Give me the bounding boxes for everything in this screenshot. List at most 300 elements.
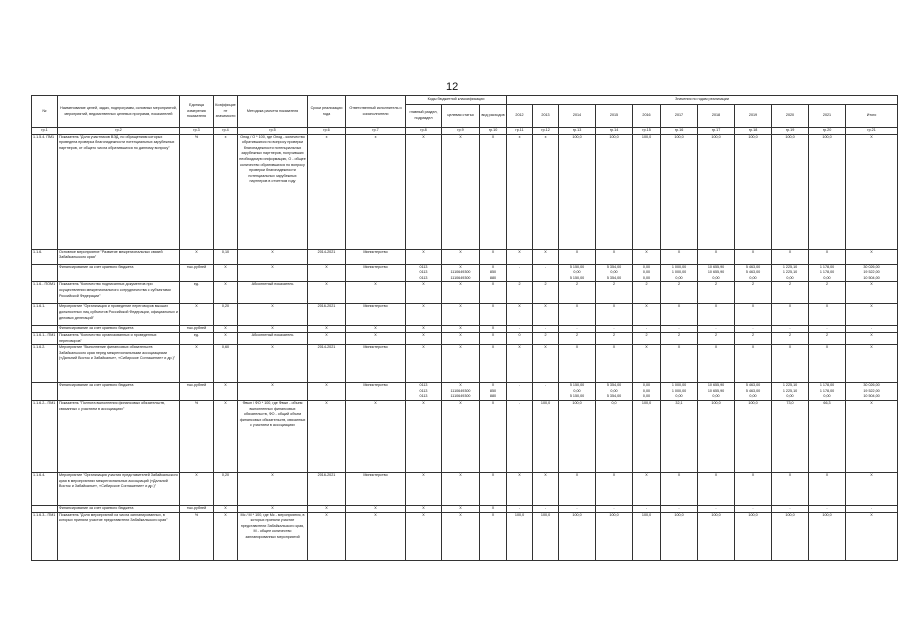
row-year-value: Х [507,249,533,264]
row-year-value: - [661,505,698,512]
row-year-value: 2 [633,332,661,344]
row-year-value: Х [633,472,661,505]
row-year-value: 100,0 [772,512,809,560]
row-total-value: Х [846,512,898,560]
row-year-value: - [698,326,735,333]
row-number: 1.1.6.2.- ПМ1 [32,400,58,472]
header-num: № [32,96,58,128]
row-name: Финансирование за счет краевого бюджета [58,383,180,401]
row-year-value: 5 150,00 0,00 5 150,00 [559,383,596,401]
row-bk-section: 0113 0113 0113 [406,383,442,401]
row-year-value: - [507,383,533,401]
row-total-value: Х [846,134,898,249]
row-bk-article: Х 1110649300 1110649300 [442,264,480,282]
row-bk-article: Х [442,249,480,264]
row-year-value: 100,0 [559,134,596,249]
row-coef: Х [214,512,238,560]
row-bk-article: Х 1110649300 1110649300 [442,383,480,401]
row-year-value: 2 [507,282,533,304]
row-coef: Х [214,332,238,344]
row-year-value: 2 [559,332,596,344]
row-bk-expense: Х [480,472,507,505]
row-number [32,383,58,401]
row-term: 2016-2021 [308,472,346,505]
row-unit: Х [180,472,214,505]
row-year-value: - [633,505,661,512]
row-term: Х [308,400,346,472]
row-executor: х [346,134,406,249]
row-year-value: 2 [533,282,559,304]
header-coef: Коэффициент значимости [214,96,238,128]
row-executor: Х [346,505,406,512]
table-row [32,505,898,512]
row-bk-article: Х [442,472,480,505]
row-year-value: 100,0 [559,512,596,560]
row-year-value: Х [533,345,559,383]
row-bk-article: Х [442,282,480,304]
row-unit: ед. [180,282,214,304]
row-year-value: 100,0 [735,512,772,560]
header-year: 2015 [596,105,633,128]
row-year-value: 5 354,00 0,00 5 354,00 [596,383,633,401]
row-name: Финансирование за счет краевого бюджета [58,505,180,512]
column-number: гр.12 [533,128,559,135]
header-year: 2019 [735,105,772,128]
row-number [32,505,58,512]
table-row [32,345,898,383]
row-executor: Министерство [346,249,406,264]
row-unit: тыс.рублей [180,383,214,401]
row-bk-expense: Х [480,282,507,304]
row-method: Х [238,472,308,505]
row-year-value: - [735,505,772,512]
row-year-value: Х [533,472,559,505]
row-year-value: - [735,326,772,333]
row-year-value: Х [809,472,846,505]
header-year: 2017 [661,105,698,128]
row-coef: 0,60 [214,345,238,383]
row-year-value: 2 [559,282,596,304]
row-year-value: 2 [661,282,698,304]
row-year-value: - [772,326,809,333]
row-bk-article: Х [442,512,480,560]
row-year-value: - [596,505,633,512]
row-unit: % [180,134,214,249]
row-year-value: 2 [596,282,633,304]
row-bk-expense: Х [480,304,507,326]
row-year-value: - [559,326,596,333]
table-row [32,332,898,344]
row-unit: тыс.рублей [180,264,214,282]
column-number: гр.9 [442,128,480,135]
column-number: гр.6 [308,128,346,135]
row-term: 2014-2021 [308,345,346,383]
row-year-value: х [533,134,559,249]
row-executor: Х [346,332,406,344]
row-year-value: 2 [735,282,772,304]
row-year-value: 5 354,00 0,00 5 354,00 [596,264,633,282]
table-row [32,249,898,264]
row-number: 1.1.6. [32,249,58,264]
row-name: Основное мероприятие "Развитие межрегиональных связей Забайкальского края" [58,249,180,264]
column-number: гр.20 [809,128,846,135]
row-year-value: Х [772,472,809,505]
row-year-value: Х [661,304,698,326]
row-year-value: Х [633,345,661,383]
row-unit: Х [180,249,214,264]
row-year-value: Х [735,472,772,505]
row-name: Мероприятие "Выполнение финансовых обязательств Забайкальского края перед межрегиональными ассоциациями («Дальний Восток и Забайкалье», «Сибирское Соглашение» и др.)" [58,345,180,383]
row-coef: Х [214,400,238,472]
column-number: гр.3 [180,128,214,135]
row-unit: тыс.рублей [180,326,214,333]
row-bk-section: Х [406,512,442,560]
row-year-value: 2 [735,332,772,344]
row-name: Показатель "Количество подписанных документов при осуществлении межрегионального сотрудничества с субъектами Российской Федерации" [58,282,180,304]
row-term: х [308,134,346,249]
row-coef: 0,20 [214,304,238,326]
row-year-value: 2 [772,332,809,344]
row-year-value: Х [596,345,633,383]
row-year-value: 2 [698,332,735,344]
row-year-value: Х [633,249,661,264]
row-year-value: Х [809,304,846,326]
row-year-value: 100,0 [596,134,633,249]
row-year-value: Х [735,249,772,264]
row-executor: Х [346,512,406,560]
row-bk-section: Х [406,505,442,512]
row-total-value: 30 026,00 19 522,00 10 504,00 [846,264,898,282]
row-method: Мс / М * 100, где Мс - мероприятия, в которых приняли участие представители Забайкальского края, М - общее количество запланированных мероприятий [238,512,308,560]
row-year-value: Х [772,249,809,264]
row-year-value: Х [507,345,533,383]
row-term: Х [308,383,346,401]
row-executor: Министерство [346,264,406,282]
page-number: 12 [446,81,459,93]
row-bk-expense: Х 850 880 [480,383,507,401]
row-total-value: 30 026,00 19 522,00 10 504,00 [846,383,898,401]
row-bk-section: Х [406,249,442,264]
row-year-value: 1 178,00 1 178,00 0,00 [809,264,846,282]
row-year-value: Х [559,472,596,505]
row-year-value: 100,0 [698,512,735,560]
row-year-value: 1 225,10 1 225,10 0,00 [772,264,809,282]
row-year-value: - [772,505,809,512]
row-coef: 0,10 [214,249,238,264]
row-term: Х [308,512,346,560]
row-year-value: Х [507,304,533,326]
row-year-value: 2 [809,282,846,304]
row-year-value: 5 463,00 5 463,00 0,00 [735,264,772,282]
row-year-value: 1 000,00 1 000,00 0,00 [661,383,698,401]
row-total-value: Х [846,249,898,264]
row-number: 1.1.6.4. [32,472,58,505]
table-row [32,326,898,333]
row-bk-article: Х [442,134,480,249]
column-number: гр.15 [633,128,661,135]
row-method: Абсолютный показатель [238,332,308,344]
row-executor: Х [346,326,406,333]
header-year: 2012 [507,105,533,128]
row-name: Показатель "Полнота выполнения финансовых обязательств, связанных с участием в ассоциациях" [58,400,180,472]
header-year: 2021 [809,105,846,128]
row-unit: % [180,400,214,472]
header-executor: Ответственный исполнитель и соисполнители [346,96,406,128]
row-method: Х [238,326,308,333]
row-year-value: 2 [596,332,633,344]
row-year-value: 100,0 [661,134,698,249]
header-year: 2018 [698,105,735,128]
row-year-value: 32,1 [661,400,698,472]
row-year-value: Х [698,472,735,505]
row-year-value: 2 [772,282,809,304]
row-term: 2016-2021 [308,304,346,326]
row-executor: Х [346,282,406,304]
row-number [32,264,58,282]
row-year-value: Х [735,345,772,383]
row-year-value: - [698,505,735,512]
column-number: гр.4 [214,128,238,135]
row-term: Х [308,505,346,512]
row-name: Мероприятие "Организация и проведение переговоров высших должностных лиц субъектов Российской Федерации, официальных и деловых делегаций" [58,304,180,326]
row-year-value: - [533,264,559,282]
row-year-value: 100,0 [772,134,809,249]
row-year-value: 0,00 0,00 0,00 [633,383,661,401]
row-year-value: - [661,326,698,333]
row-year-value: 100,0 [559,400,596,472]
row-total-value: Х [846,304,898,326]
row-executor: Министерство [346,345,406,383]
row-bk-expense: Х [480,134,507,249]
row-year-value: Х [559,345,596,383]
row-bk-expense: Х [480,400,507,472]
row-bk-expense: Х [480,345,507,383]
row-year-value: 66,3 [809,400,846,472]
row-method: Х [238,249,308,264]
row-year-value: Х [596,472,633,505]
column-number: гр.7 [346,128,406,135]
row-bk-section: Х [406,134,442,249]
column-number: гр.14 [596,128,633,135]
header-budget-codes: Коды бюджетной классификации [406,96,507,105]
row-total-value: Х [846,400,898,472]
row-method: Х [238,345,308,383]
row-total-value: Х [846,345,898,383]
row-year-value: Х [735,304,772,326]
row-bk-expense: Х [480,505,507,512]
row-name: Показатель "Доля мероприятий из числа запланированных, в которых приняли участие представители Забайкальского края" [58,512,180,560]
row-bk-article: Х [442,326,480,333]
row-year-value: 100,0 [809,512,846,560]
row-bk-article: Х [442,505,480,512]
row-year-value: Х [533,249,559,264]
header-name: Наименование целей, задач, подпрограмм, основных мероприятий, мероприятий, ведомственных целевых программ, показателей [58,96,180,128]
row-year-value: 2 [533,332,559,344]
row-year-value: Х [507,472,533,505]
column-number: гр.10 [480,128,507,135]
row-method: Х [238,304,308,326]
row-year-value: - [809,505,846,512]
row-bk-section: Х [406,282,442,304]
row-method: Абсолютный показатель [238,282,308,304]
column-number-row [32,128,898,135]
row-name: Финансирование за счет краевого бюджета [58,264,180,282]
row-method: Х [238,383,308,401]
row-number: 1.1.5.4. ПМ1 [32,134,58,249]
header-bk-expense: вид расходов [480,105,507,128]
row-year-value: 100,0 [735,134,772,249]
row-coef: х [214,134,238,249]
header-term: Сроки реализации года [308,96,346,128]
row-year-value: 10 655,90 10 655,90 0,00 [698,383,735,401]
row-total-value: Х [846,282,898,304]
row-total-value: - [846,326,898,333]
row-year-value: 0,00 0,00 0,00 [633,264,661,282]
row-number: 1.1.6.- ПОМ1 [32,282,58,304]
row-name: Показатель "Доля участников ВЭД, по обращениям которых проведена проверка благонадежности потенциальных зарубежных партнеров, от общего числа обратившихся по данному вопросу" [58,134,180,249]
row-year-value: Х [772,304,809,326]
program-indicators-table [31,95,898,561]
row-year-value: Х [633,304,661,326]
row-bk-section: Х [406,304,442,326]
row-year-value: - [533,326,559,333]
row-year-value: 1 178,00 1 178,00 0,00 [809,383,846,401]
row-year-value: 0 [507,332,533,344]
row-bk-section: Х [406,345,442,383]
row-year-value: - [533,383,559,401]
row-year-value: 73,0 [772,400,809,472]
row-unit: ед. [180,332,214,344]
column-number: гр.19 [772,128,809,135]
row-year-value: Х [559,304,596,326]
column-number: гр.2 [58,128,180,135]
column-number: гр.8 [406,128,442,135]
row-bk-article: Х [442,345,480,383]
row-bk-article: Х [442,304,480,326]
row-year-value: Х [596,249,633,264]
column-number: гр.11 [507,128,533,135]
table-row [32,512,898,560]
row-year-value: 100,0 [533,400,559,472]
row-year-value: 100,0 [596,512,633,560]
row-year-value: 100,0 [533,512,559,560]
column-number: гр.13 [559,128,596,135]
row-coef: Х [214,326,238,333]
row-year-value: 5 150,00 0,00 5 150,00 [559,264,596,282]
row-year-value: 100,0 [633,512,661,560]
row-bk-expense: Х [480,332,507,344]
header-total: Итого [846,105,898,128]
row-name: Показатель "Количество организованных и проведенных переговоров" [58,332,180,344]
column-number: гр.1 [32,128,58,135]
row-year-value: - [507,400,533,472]
row-year-value: 5 463,00 5 463,00 0,00 [735,383,772,401]
row-executor: Министерство [346,304,406,326]
row-year-value: - [633,326,661,333]
row-year-value: Х [596,304,633,326]
row-year-value: 100,0 [735,400,772,472]
row-year-value: Х [772,345,809,383]
row-bk-expense: Х [480,512,507,560]
row-bk-section: Х [406,332,442,344]
row-method: Х [238,505,308,512]
row-term: Х [308,326,346,333]
row-year-value: 100,0 [633,134,661,249]
row-bk-section: Х [406,400,442,472]
row-term: 2014-2021 [308,249,346,264]
column-number: гр.18 [735,128,772,135]
row-year-value: х [507,134,533,249]
row-year-value: 100,0 [633,400,661,472]
table-row [32,472,898,505]
row-coef: Х [214,282,238,304]
row-total-value: - [846,505,898,512]
row-bk-expense: Х [480,249,507,264]
row-year-value: Х [698,304,735,326]
row-bk-article: Х [442,332,480,344]
row-bk-section: Х [406,472,442,505]
row-method: Х [238,264,308,282]
row-year-value: 100,0 [507,512,533,560]
header-values-by-year: Значения по годам реализации [507,96,898,105]
row-method: Фвып / ФО * 100, где Фвып - объем выполненных финансовых обязательств, ФО - общий объем финансовых обязательств, связанных с участием в ассоциациях [238,400,308,472]
row-year-value: 1 000,00 1 000,00 0,00 [661,264,698,282]
column-number: гр.5 [238,128,308,135]
row-total-value: Х [846,472,898,505]
row-year-value: - [559,505,596,512]
row-year-value: Х [661,345,698,383]
row-unit: Х [180,304,214,326]
row-bk-section: Х [406,326,442,333]
column-number: гр.21 [846,128,898,135]
row-number: 1.1.6.1.- ПМ1 [32,332,58,344]
row-name: Финансирование за счет краевого бюджета [58,326,180,333]
column-number: гр.16 [661,128,698,135]
row-year-value: - [507,326,533,333]
header-unit: Единица измерения показателя [180,96,214,128]
header-bk-article: целевая статья [442,105,480,128]
row-year-value: Х [809,249,846,264]
row-year-value: - [507,505,533,512]
table-row [32,282,898,304]
table-row [32,400,898,472]
row-year-value: Х [559,249,596,264]
row-year-value: 2 [698,282,735,304]
row-year-value: 100,0 [698,134,735,249]
row-coef: Х [214,505,238,512]
row-year-value: 2 [809,332,846,344]
row-bk-article: Х [442,400,480,472]
row-year-value: Х [661,249,698,264]
row-bk-expense: Х [480,326,507,333]
row-coef: 0,20 [214,472,238,505]
header-bk-section: главный раздел, подраздел [406,105,442,128]
row-unit: % [180,512,214,560]
header-year: 2013 [533,105,559,128]
header-year: 2020 [772,105,809,128]
row-bk-section: 0113 0113 0113 [406,264,442,282]
row-year-value: 1 225,10 1 225,10 0,00 [772,383,809,401]
header-year: 2016 [633,105,661,128]
table-row [32,383,898,401]
row-year-value: 2 [633,282,661,304]
row-coef: Х [214,383,238,401]
row-method: Опод / О * 100, где Опод - количество обратившихся по вопросу проверки благонадежности потенциальных зарубежных партнеров, получивших необходимую информацию, О - общее количество обратившихся по вопросу проверки благонадежности потенциальных зарубежных партнеров в отчетном году [238,134,308,249]
table-row [32,304,898,326]
row-year-value: Х [661,472,698,505]
row-year-value: 100,0 [698,400,735,472]
row-year-value: - [809,326,846,333]
